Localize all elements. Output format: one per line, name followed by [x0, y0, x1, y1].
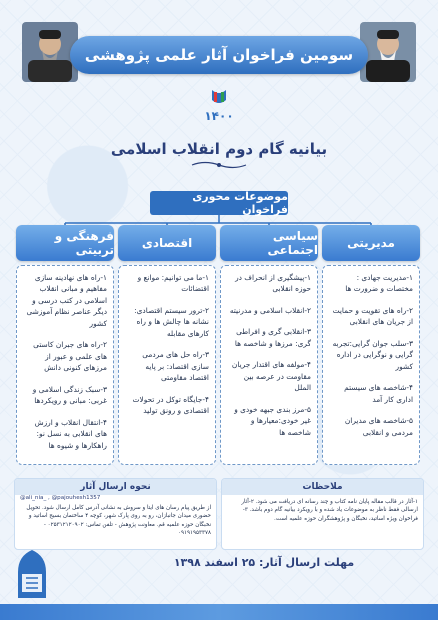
- column-body: [220, 265, 318, 465]
- column-body: [16, 265, 114, 465]
- portrait-right: [360, 22, 416, 82]
- flourish-icon: [190, 160, 248, 170]
- subtitle: بیانیه گام دوم انقلاب اسلامی: [110, 140, 328, 158]
- list-item: ۲-انقلاب اسلامی و مدرنیته: [229, 305, 311, 315]
- list-item: ۴-جایگاه توکل در تحولات اقتصادی و رونق تولید: [132, 394, 209, 416]
- list-item: ۱-پیشگیری از انحراف در حوزه انقلابی: [235, 273, 311, 294]
- list-item: ۴-شاخصه های سیستم اداری کار آمد: [344, 383, 413, 404]
- deadline-text: مهلت ارسال آثار: ۲۵ اسفند ۱۳۹۸: [173, 556, 355, 569]
- logo-icon: [190, 86, 248, 126]
- column-social-political: [220, 225, 318, 465]
- list-item: ۳-سلب جوان گرایی:تجربه گرایی و نوگرایی در اداره کشور: [332, 338, 413, 371]
- list-item: ۴-مولفه های اقتدار جریان مقاومت در عرصه بین الملل: [231, 360, 311, 393]
- notes-panel: [221, 478, 424, 550]
- svg-text:۱۴۰۰: ۱۴۰۰: [204, 109, 234, 123]
- bottom-panels: [14, 478, 424, 550]
- list-item: ۲-ترور سیستم اقتصادی: نشانه ها چالش ها و راه کارهای مقابله: [134, 305, 209, 338]
- column-body: [322, 265, 420, 465]
- bottom-bar: [0, 604, 438, 620]
- column-title: فرهنگی و تربیتی: [16, 225, 114, 261]
- list-item: ۳-راه حل های مردمی سازی اقتصاد: بر پایه اقتصاد مقاومتی: [142, 350, 209, 383]
- column-title: سیاسی اجتماعی: [220, 225, 318, 261]
- list-item: ۳-انقلابی گری و افراطی گری: مرزها و شاخصه ها: [234, 327, 311, 348]
- list-item: ۱-ما می توانیم: موانع و اقتضائات: [137, 273, 209, 294]
- list-item: ۱-مدیریت جهادی : مختصات و ضرورت ها: [345, 273, 413, 294]
- list-item: ۵-مرز بندی جبهه خودی و غیر خودی:معیارها و شاخصه ها: [234, 404, 311, 437]
- list-item: ۲-راه های تقویت و حمایت از جریان های انقلابی: [332, 305, 413, 327]
- list-item: ۳-سبک زندگی اسلامی و غربی: مبانی و رویکردها: [32, 384, 107, 406]
- list-item: ۴-انتقال انقلاب و ارزش های انقلابی به نسل نو: راهکارها و شیوه ها: [34, 417, 107, 450]
- notes-text: ۱-آثار در قالب مقاله پایان نامه کتاب و چند رسانه ای دریافت می شود. ۲-آثار ارسالی فقط ناظر به موضوعات یاد شده و با رویکرد بیانیه گام دوم باشد. ۳-فراخوان ویژه اساتید، نخبگان و پژوهشگران حوزه علمیه است.: [241, 499, 418, 522]
- column-title: اقتصادی: [118, 225, 216, 261]
- column-body: [118, 265, 216, 465]
- page-title: سومین فراخوان آثار علمی پژوهشی: [70, 36, 368, 74]
- list-item: ۱-راه های نهادینه سازی مفاهیم و مبانی انقلاب اسلامی در کتب درسی و دیگر عناصر نظام آموزشی کشور: [26, 273, 107, 328]
- social-handles[interactable]: @ali_nia_ , @pajouhesh1357: [20, 495, 101, 501]
- list-item: ۲-راه های جبران کاستی های علمی و عبور از مرزهای کنونی دانش: [33, 340, 107, 373]
- notes-title: ملاحظات: [222, 479, 423, 495]
- column-cultural: [16, 225, 114, 465]
- submission-panel: [14, 478, 217, 550]
- emblem-icon: [12, 548, 52, 608]
- axes-label: موضوعات محوری فراخوان: [150, 191, 288, 215]
- list-item: ۵-شاخصه های مدیران مردمی و انقلابی: [344, 416, 413, 437]
- column-economic: [118, 225, 216, 465]
- column-management: [322, 225, 420, 465]
- submission-text: از طریق پیام رسان های ایتا و سروش به نشانی آدرس کامل ارسال شود. تحویل حضوری میدان جانبازان، رو به روی پارک شهر، کوچه ۴ ساختمان بسیج اساتید و نخبگان حوزه علمیه قم. معاونت پژوهش - تلفن تماس: ۰۲۵۳۱۲۱۲۰۹۰۲ - ۰۹۱۹۱۹۵۳۳۷۸: [26, 505, 211, 537]
- column-title: مدیریتی: [322, 225, 420, 261]
- submission-title: نحوه ارسال آثار: [15, 479, 216, 495]
